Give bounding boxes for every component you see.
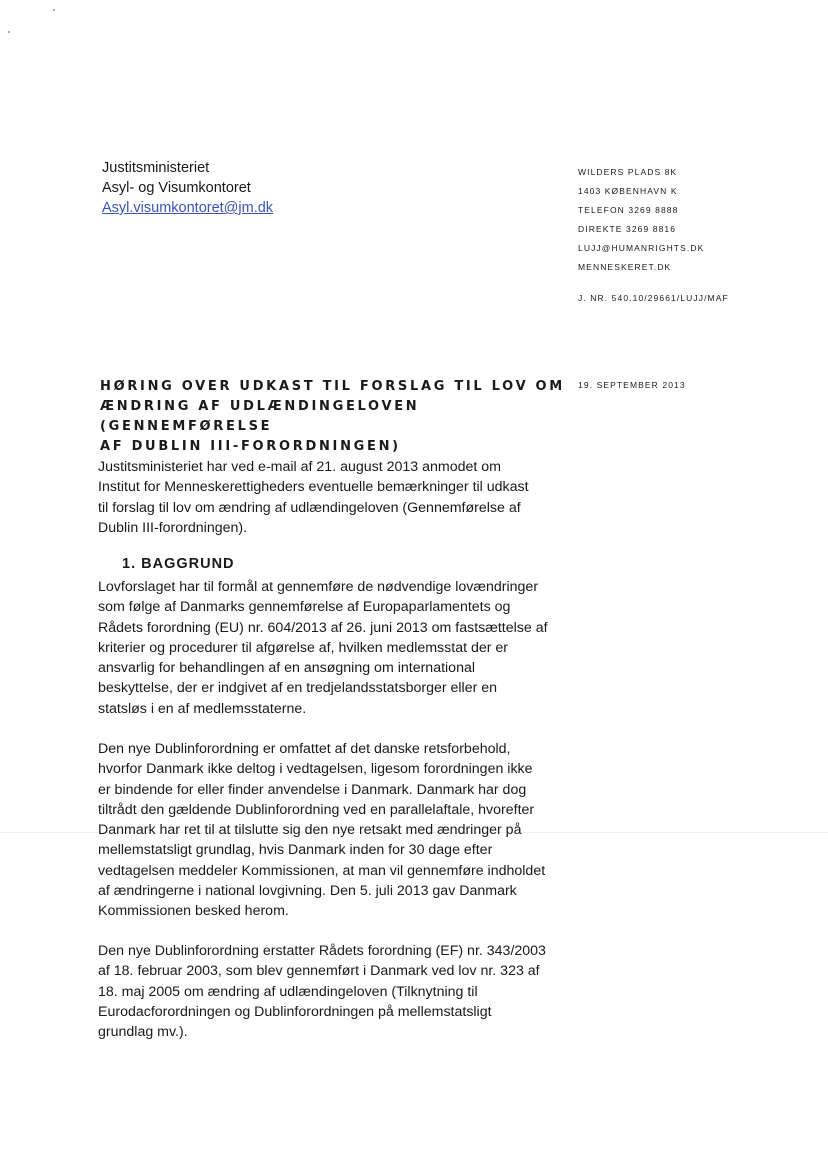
recipient-name: Justitsministeriet [102, 160, 210, 176]
document-date: 19. SEPTEMBER 2013 [578, 380, 686, 390]
text-line: Rådets forordning (EU) nr. 604/2013 af 26. juni 2013 om fastsættelse af [98, 619, 548, 636]
text-line: kriterier og procedurer til afgørelse af, hvilken medlemsstat der er [98, 639, 509, 656]
text-line: Institut for Menneskerettigheders eventuelle bemærkninger til udkast [98, 479, 529, 496]
text-line: Justitsministeriet har ved e-mail af 21. august 2013 anmodet om [98, 459, 501, 475]
text-line: vedtagelsen meddeler Kommissionen, at man vil gennemføre indholdet [98, 862, 546, 879]
text-line: hvorfor Danmark ikke deltog i vedtagelsen, ligesom forordningen ikke [98, 761, 533, 778]
background-paragraph-2 [98, 739, 574, 922]
scan-speck [8, 31, 10, 33]
title-line: AF DUBLIN III-FORORDNINGEN) [100, 439, 401, 454]
section-heading: 1. BAGGRUND [122, 556, 235, 572]
text-line: statsløs i en af medlemsstaterne. [98, 700, 307, 717]
intro-paragraph [98, 457, 574, 538]
sender-website: MENNESKERET.DK [578, 262, 672, 272]
title-line: ÆNDRING AF UDLÆNDINGELOVEN (GENNEMFØRELSE [100, 399, 420, 434]
sender-address-street: WILDERS PLADS 8K [578, 167, 678, 177]
text-line: Den nye Dublinforordning er omfattet af det danske retsforbehold, [98, 741, 511, 757]
text-line: tiltrådt den gældende Dublinforordning ved en parallelaftale, hvorefter [98, 801, 535, 818]
text-line: som følge af Danmarks gennemførelse af Europaparlamentets og [98, 599, 511, 616]
sender-email: LUJJ@HUMANRIGHTS.DK [578, 243, 705, 253]
recipient-email-link[interactable]: Asyl.visumkontoret@jm.dk [102, 200, 274, 216]
recipient-office: Asyl- og Visumkontoret [102, 180, 251, 196]
background-paragraph-1 [98, 577, 574, 719]
text-line: er bindende for eller finder anvendelse i Danmark. Danmark har dog [98, 781, 527, 798]
text-line: Den nye Dublinforordning erstatter Rådets forordning (EF) nr. 343/2003 [98, 943, 546, 959]
title-line: HØRING OVER UDKAST TIL FORSLAG TIL LOV OM [100, 379, 565, 394]
text-line: Danmark har ret til at tilslutte sig den nye retsakt med ændringer på [98, 822, 522, 839]
journal-number: J. NR. 540.10/29661/LUJJ/MAF [578, 293, 729, 303]
text-line: beskyttelse, der er indgivet af en tredjelandsstatsborger eller en [98, 680, 498, 697]
text-line: af 18. februar 2003, som blev gennemført i Danmark ved lov nr. 323 af [98, 963, 540, 980]
text-line: Kommissionen besked herom. [98, 903, 289, 920]
text-line: 18. maj 2005 om ændring af udlændingeloven (Tilknytning til [98, 983, 478, 1000]
document-title [100, 377, 570, 457]
text-line: Dublin III-forordningen). [98, 519, 248, 536]
text-line: af ændringerne i national lovgivning. Den 5. juli 2013 gav Danmark [98, 883, 517, 900]
sender-address-city: 1403 KØBENHAVN K [578, 186, 678, 196]
sender-direct-phone: DIREKTE 3269 8816 [578, 224, 677, 234]
recipient-block [102, 158, 273, 218]
text-line: Lovforslaget har til formål at gennemføre de nødvendige lovændringer [98, 579, 539, 595]
text-line: grundlag mv.). [98, 1024, 188, 1041]
sender-block [578, 163, 704, 277]
text-line: Eurodacforordningen og Dublinforordningen på mellemstatsligt [98, 1003, 492, 1020]
background-paragraph-3 [98, 941, 574, 1042]
text-line: mellemstatsligt grundlag, hvis Danmark inden for 30 dage efter [98, 842, 493, 859]
text-line: ansvarlig for behandlingen af en ansøgning om international [98, 660, 476, 677]
text-line: til forslag til lov om ændring af udlændingeloven (Gennemførelse af [98, 499, 521, 516]
sender-phone: TELEFON 3269 8888 [578, 205, 679, 215]
scan-speck [53, 9, 55, 11]
